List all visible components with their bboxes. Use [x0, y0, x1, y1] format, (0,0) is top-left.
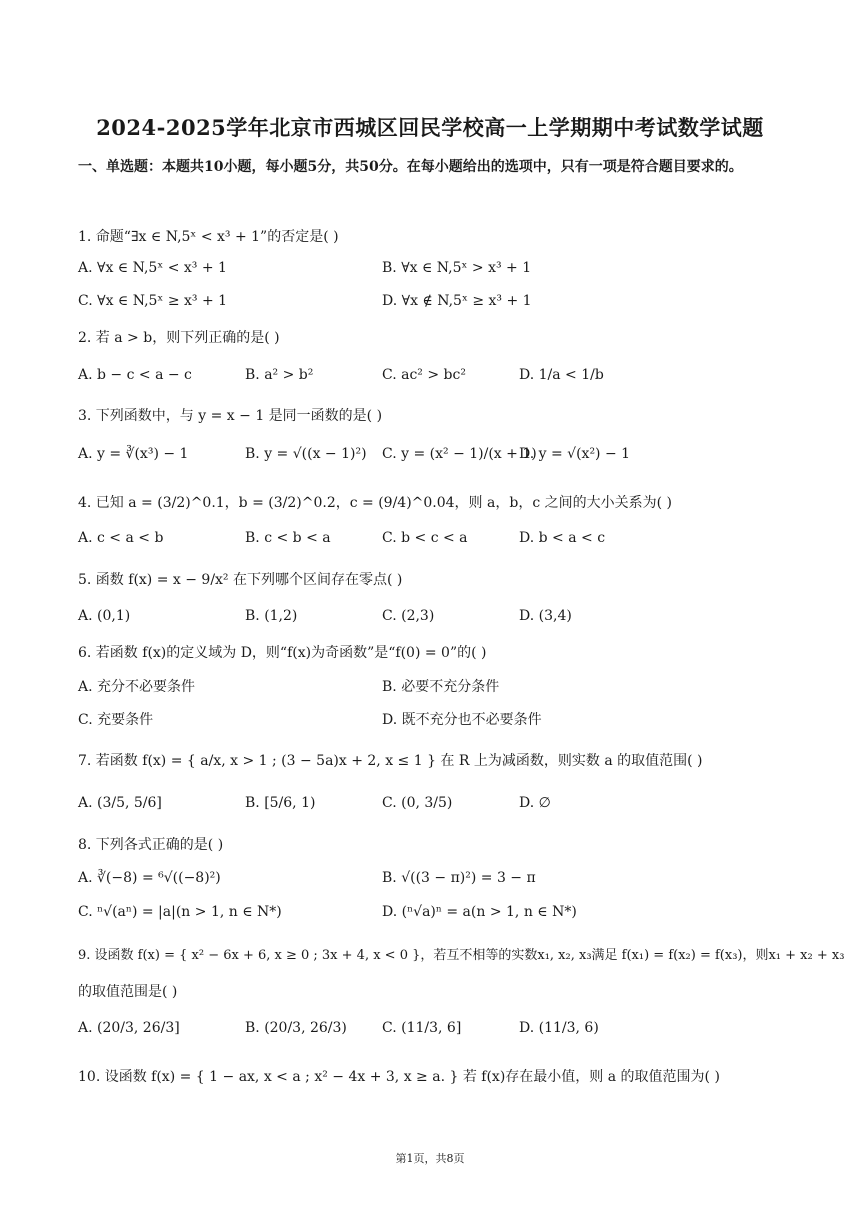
q5-option-d: D. (3,4) [519, 608, 572, 624]
q6-option-d: D. 既不充分也不必要条件 [382, 712, 542, 728]
q1-option-c: C. ∀x ∈ N,5ˣ ≥ x³ + 1 [78, 293, 228, 309]
question-1-stem: 1. 命题“∃x ∈ N,5ˣ < x³ + 1”的否定是( ) [78, 229, 339, 245]
q7-option-d: D. ∅ [519, 795, 551, 811]
q3-option-d: D. y = √(x²) − 1 [519, 446, 631, 462]
q9-option-c: C. (11/3, 6] [382, 1020, 462, 1036]
q8-option-d: D. (ⁿ√a)ⁿ = a(n > 1, n ∈ N*) [382, 904, 577, 920]
q5-option-a: A. (0,1) [78, 608, 131, 624]
q9-option-d: D. (11/3, 6) [519, 1020, 599, 1036]
question-3-stem: 3. 下列函数中，与 y = x − 1 是同一函数的是( ) [78, 408, 383, 424]
question-5-stem: 5. 函数 f(x) = x − 9/x² 在下列哪个区间存在零点( ) [78, 572, 403, 588]
q8-option-b: B. √((3 − π)²) = 3 − π [382, 870, 536, 886]
q6-option-c: C. 充要条件 [78, 712, 154, 728]
question-6-stem: 6. 若函数 f(x)的定义域为 D，则“f(x)为奇函数”是“f(0) = 0”的( ) [78, 645, 487, 661]
q3-option-b: B. y = √((x − 1)²) [245, 446, 367, 462]
q4-option-b: B. c < b < a [245, 530, 331, 546]
q4-option-d: D. b < a < c [519, 530, 606, 546]
q7-option-c: C. (0, 3/5) [382, 795, 453, 811]
q5-option-c: C. (2,3) [382, 608, 435, 624]
q2-option-b: B. a² > b² [245, 367, 314, 383]
q2-option-c: C. ac² > bc² [382, 367, 466, 383]
q4-option-a: A. c < a < b [78, 530, 164, 546]
q2-option-a: A. b − c < a − c [78, 367, 192, 383]
question-2-stem: 2. 若 a > b，则下列正确的是( ) [78, 330, 280, 346]
q1-option-a: A. ∀x ∈ N,5ˣ < x³ + 1 [78, 260, 227, 276]
q7-option-a: A. (3/5, 5/6] [78, 795, 162, 811]
q6-option-a: A. 充分不必要条件 [78, 679, 196, 695]
q1-option-d: D. ∀x ∉ N,5ˣ ≥ x³ + 1 [382, 293, 532, 309]
q3-option-c: C. y = (x² − 1)/(x + 1) [382, 446, 537, 462]
q9-option-a: A. (20/3, 26/3] [78, 1020, 180, 1036]
q7-option-b: B. [5/6, 1) [245, 795, 316, 811]
q1-option-b: B. ∀x ∈ N,5ˣ > x³ + 1 [382, 260, 532, 276]
q4-option-c: C. b < c < a [382, 530, 468, 546]
page-title: 2024-2025学年北京市西城区回民学校高一上学期期中考试数学试题 [96, 115, 764, 140]
q6-option-b: B. 必要不充分条件 [382, 679, 500, 695]
question-10-stem: 10. 设函数 f(x) = { 1 − ax, x < a ; x² − 4x + 3, x ≥ a. } 若 f(x)存在最小值，则 a 的取值范围为( ) [78, 1069, 720, 1085]
q5-option-b: B. (1,2) [245, 608, 298, 624]
q2-option-d: D. 1/a < 1/b [519, 367, 604, 383]
question-8-stem: 8. 下列各式正确的是( ) [78, 837, 224, 853]
page-footer: 第1页，共8页 [395, 1152, 465, 1165]
q9-option-b: B. (20/3, 26/3) [245, 1020, 347, 1036]
q8-option-c: C. ⁿ√(aⁿ) = |a|(n > 1, n ∈ N*) [78, 904, 282, 920]
question-9-stem: 9. 设函数 f(x) = { x² − 6x + 6, x ≥ 0 ; 3x + 4, x < 0 }，若互不相等的实数x₁, x₂, x₃满足 f(x₁) = f(x₂) = f(x₃)，则x₁ + x₂ + x₃ [78, 948, 845, 963]
question-9-stem-continued: 的取值范围是( ) [78, 984, 178, 1000]
q3-option-a: A. y = ∛(x³) − 1 [78, 446, 189, 462]
q8-option-a: A. ∛(−8) = ⁶√((−8)²) [78, 870, 221, 886]
question-4-stem: 4. 已知 a = (3/2)^0.1，b = (3/2)^0.2，c = (9/4)^0.04，则 a，b，c 之间的大小关系为( ) [78, 495, 672, 511]
question-7-stem: 7. 若函数 f(x) = { a/x, x > 1 ; (3 − 5a)x + 2, x ≤ 1 } 在 R 上为减函数，则实数 a 的取值范围( ) [78, 753, 703, 769]
section-heading: 一、单选题：本题共10小题，每小题5分，共50分。在每小题给出的选项中，只有一项是符合题目要求的。 [78, 159, 743, 175]
